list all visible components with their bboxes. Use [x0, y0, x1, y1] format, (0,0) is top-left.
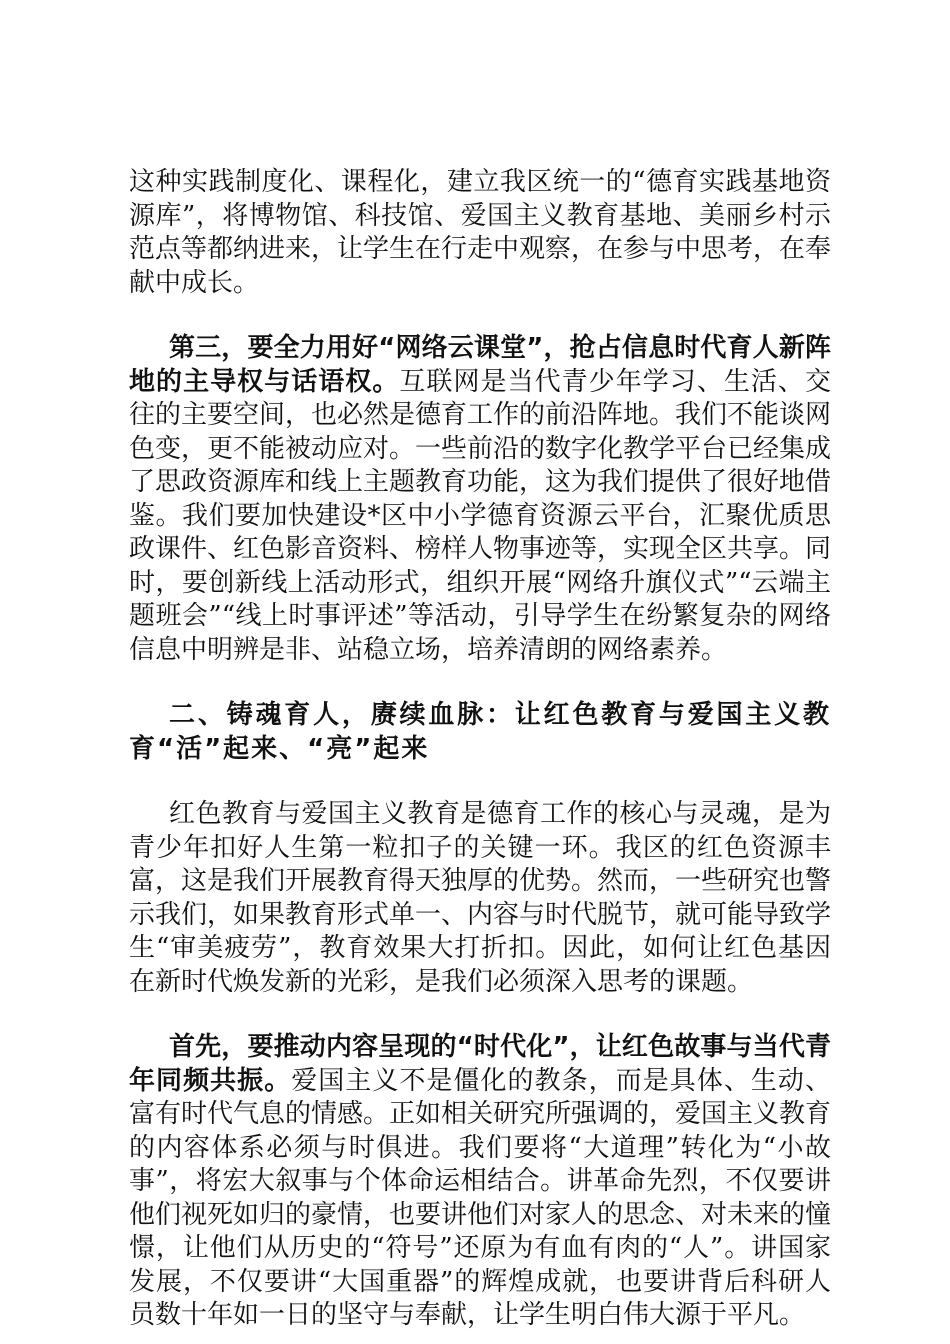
paragraph-lead-modernization: 首先，要推动内容呈现的“时代化”，让红色故事与当代青年同频共振。: [129, 1032, 831, 1096]
paragraph-practice-continuation: 这种实践制度化、课程化，建立我区统一的“德育实践基地资源库”，将博物馆、科技馆、爱国主义教育基地、美丽乡村示范点等都纳进来，让学生在行走中观察，在参与中思考，在奉献中成长。: [129, 167, 832, 298]
paragraph-red-education-intro: 红色教育与爱国主义教育是德育工作的核心与灵魂，是为青少年扣好人生第一粒扣子的关键一环。我区的红色资源丰富，这是我们开展教育得天独厚的优势。然而，一些研究也警示我们，如果教育形式单一、内容与时代脱节，就可能导致学生“审美疲劳”，教育效果大打折扣。因此，如何让红色基因在新时代焕发新的光彩，是我们必须深入思考的课题。: [129, 799, 832, 997]
paragraph-body-network: 互联网是当代青少年学习、生活、交往的主要空间，也必然是德育工作的前沿阵地。我们不能谈网色变，更不能被动应对。一些前沿的数字化教学平台已经集成了思政资源库和线上主题教育功能，这为我们提供了很好地借鉴。我们要加快建设*区中小学德育资源云平台，汇聚优质思政课件、红色影音资料、榜样人物事迹等，实现全区共享。同时，要创新线上活动形式，组织开展“网络升旗仪式”“云端主题班会”“线上时事评述”等活动，引导学生在纷繁复杂的网络信息中明辨是非、站稳立场，培养清朗的网络素养。: [129, 366, 832, 665]
paragraph-body-modernization: 爱国主义不是僵化的教条，而是具体、生动、富有时代气息的情感。正如相关研究所强调的，爱国主义教育的内容体系必须与时俱进。我们要将“大道理”转化为“小故事”，将宏大叙事与个体命运相结合。讲革命先烈，不仅要讲他们视死如归的豪情，也要讲他们对家人的思念、对未来的憧憬，让他们从历史的“符号”还原为有血有肉的“人”。讲国家发展，不仅要讲“大国重器”的辉煌成就，也要讲背后科研人员数十年如一日的坚守与奉献，让学生明白伟大源于平凡。: [129, 1065, 832, 1330]
paragraph-content-modernization: [129, 1031, 831, 1333]
section-heading-red-education: 二、铸魂育人，赓续血脉：让红色教育与爱国主义教育“活”起来、“亮”起来: [129, 700, 831, 764]
paragraph-lead-network: 第三，要全力用好“网络云课堂”，抢占信息时代育人新阵地的主导权与话语权。: [129, 333, 831, 397]
paragraph-network-cloud-classroom: [129, 332, 831, 667]
document-page: [129, 166, 831, 1333]
